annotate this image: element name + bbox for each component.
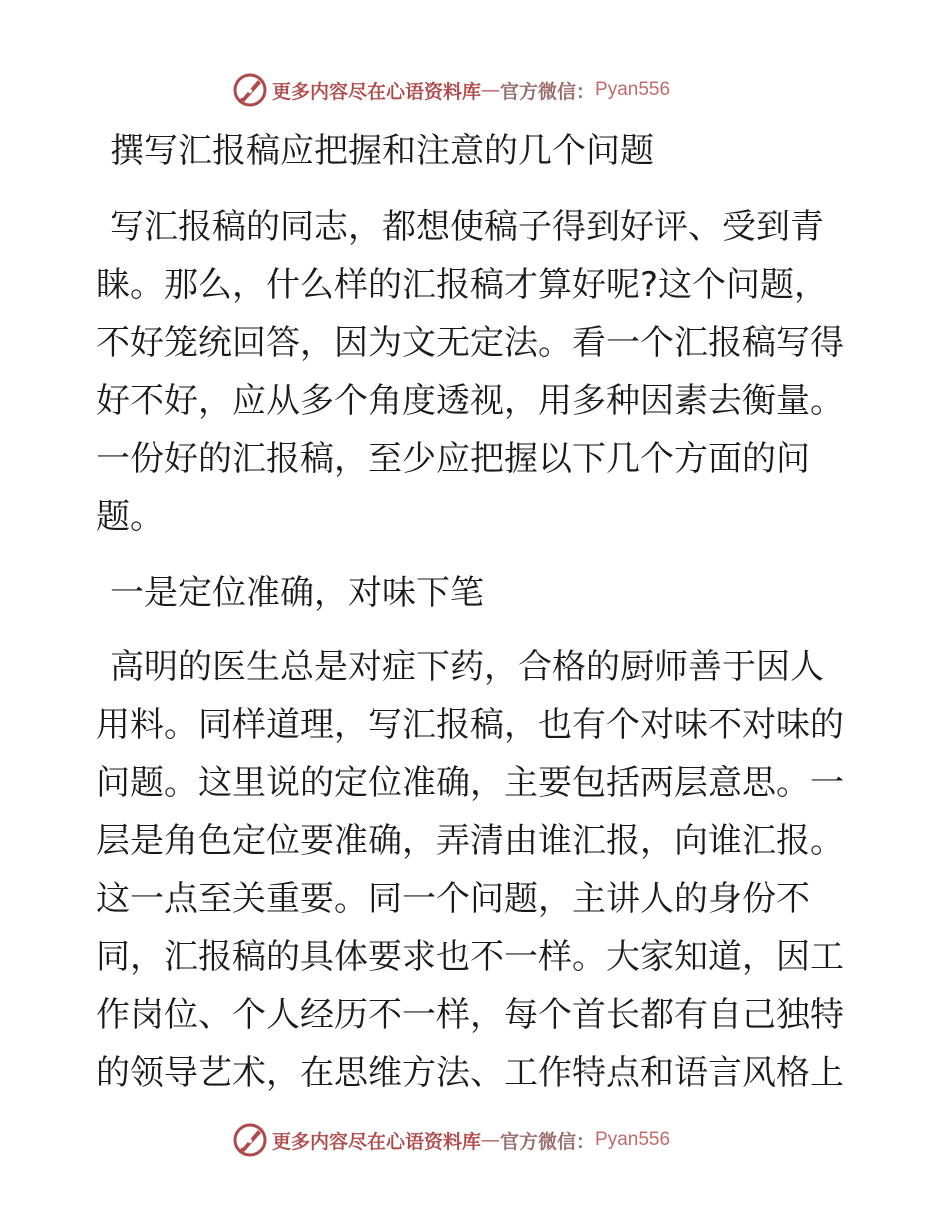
footer-watermark-banner [232,1120,670,1160]
watermark-site-text: 更多内容尽在心语资料库 [272,1130,482,1153]
section-heading-1: 一是定位准确，对味下笔 [110,573,484,613]
document-body [96,118,856,1102]
watermark-wechat-label: 官方微信： [500,1130,596,1153]
watermark-dash: — [481,1129,501,1151]
paragraph-section-1: 高明的医生总是对症下药，合格的厨师善于因人用料。同样道理，写汇报稿，也有个对味不对味的问题。这里说的定位准确，主要包括两层意思。一层是角色定位要准确，弄清由谁汇报，向谁汇报。这一点至关重要。同一个问题，主讲人的身份不同，汇报稿的具体要求也不一样。大家知道，因工作岗位、个人经历不一样，每个首长都有自己独特的领导艺术，在思维方法、工作特点和语言风格上 [96,647,844,1093]
pen-logo-icon [232,1122,268,1158]
header-watermark-banner [232,70,670,110]
pen-logo-icon [232,72,268,108]
paragraph-intro: 写汇报稿的同志，都想使稿子得到好评、受到青睐。那么，什么样的汇报稿才算好呢?这个问题，不好笼统回答，因为文无定法。看一个汇报稿写得好不好，应从多个角度透视，用多种因素去衡量。一份好的汇报稿，至少应把握以下几个方面的问题。 [96,207,844,537]
watermark-wechat-id: Pyan556 [595,1129,671,1150]
watermark-wechat-label: 官方微信： [500,80,596,103]
watermark-dash: — [481,79,501,101]
watermark-wechat-id: Pyan556 [595,79,671,100]
document-title: 撰写汇报稿应把握和注意的几个问题 [110,131,654,171]
watermark-site-text: 更多内容尽在心语资料库 [272,80,482,103]
